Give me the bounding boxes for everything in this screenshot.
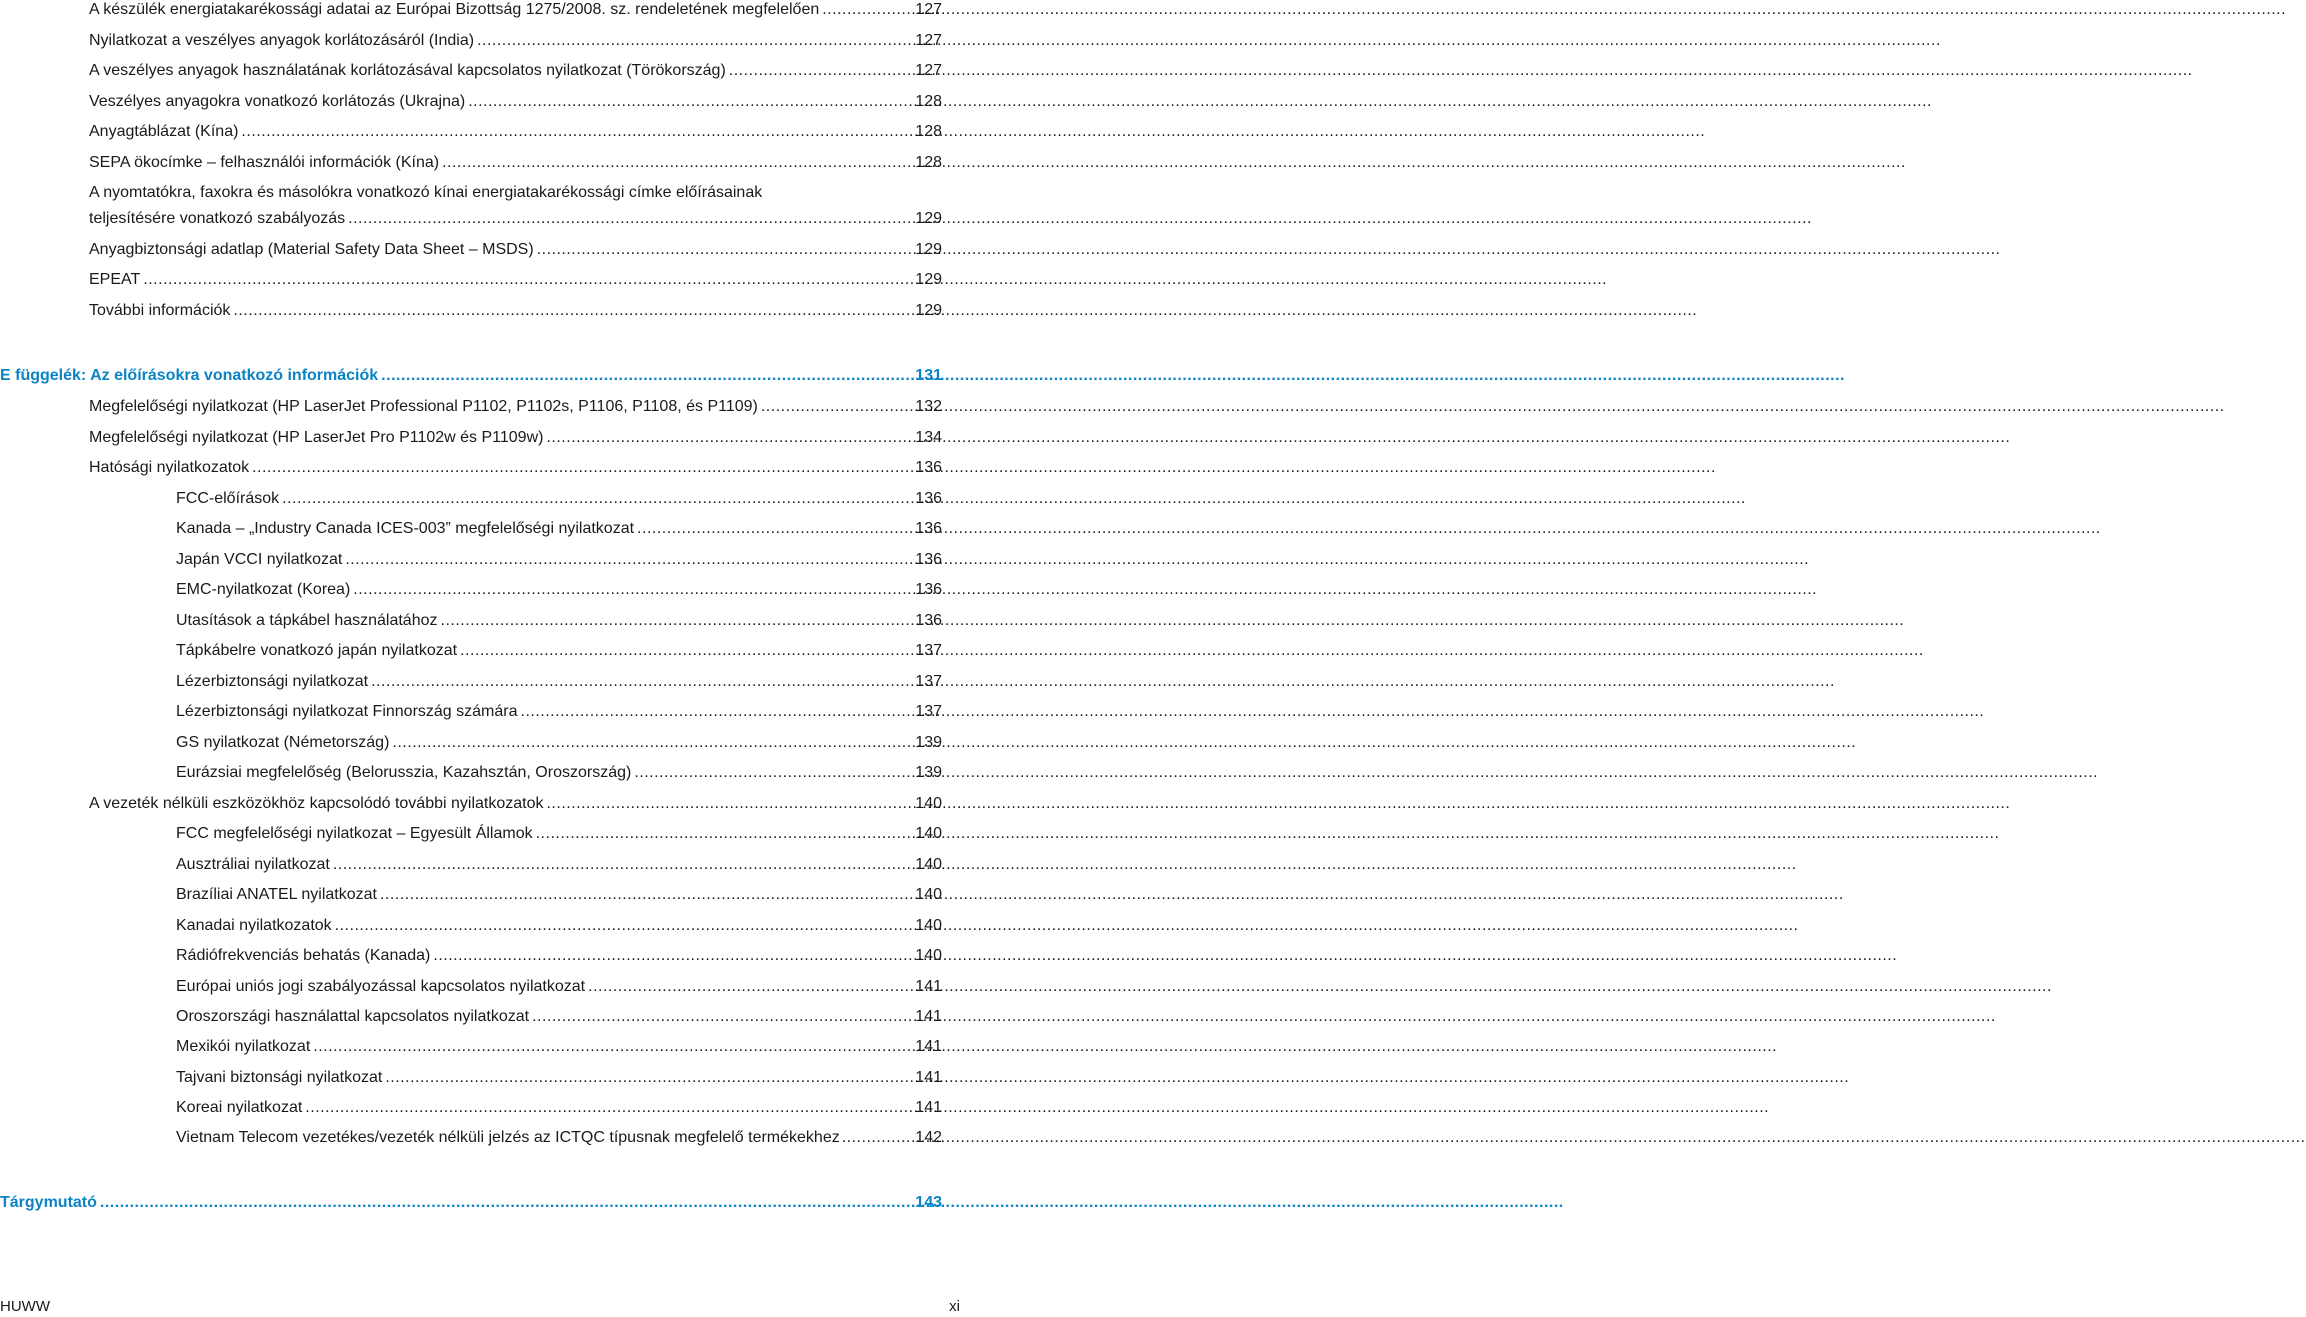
toc-entry[interactable] <box>89 458 942 478</box>
toc-subentry-title: FCC megfelelőségi nyilatkozat – Egyesült Államok <box>176 825 533 842</box>
toc-leader <box>313 1037 912 1057</box>
toc-leader <box>546 794 912 814</box>
toc-entry-page: 128 <box>915 154 942 171</box>
toc-entry-page: 128 <box>915 93 942 110</box>
toc-leader <box>761 397 912 417</box>
toc-subentry[interactable] <box>176 733 942 753</box>
toc-entry-page: 140 <box>915 795 942 812</box>
toc-subentry-title: Mexikói nyilatkozat <box>176 1038 311 1055</box>
toc-entry-title: A vezeték nélküli eszközökhöz kapcsolódó további nyilatkozatok <box>89 795 544 812</box>
toc-subentry-title: Brazíliai ANATEL nyilatkozat <box>176 886 377 903</box>
toc-leader <box>333 855 912 875</box>
toc-leader <box>460 641 912 661</box>
toc-leader <box>822 0 912 20</box>
toc-chapter-title: E függelék: Az előírásokra vonatkozó információk <box>0 367 379 384</box>
toc-subentry-page: 141 <box>915 1099 942 1116</box>
toc-leader <box>729 61 913 81</box>
toc-leader <box>305 1098 912 1118</box>
footer-page-number: xi <box>949 1298 960 1315</box>
toc-leader <box>392 733 912 753</box>
toc-leader <box>442 153 912 173</box>
toc-entry[interactable] <box>89 397 942 417</box>
toc-subentry-title: Európai uniós jogi szabályozással kapcsolatos nyilatkozat <box>176 978 586 995</box>
toc-entry-title: teljesítésére vonatkozó szabályozás <box>89 210 346 227</box>
toc-subentry-title: Kanada – „Industry Canada ICES-003” megfelelőségi nyilatkozat <box>176 520 635 537</box>
toc-entry-title: Veszélyes anyagokra vonatkozó korlátozás (Ukrajna) <box>89 93 466 110</box>
toc-leader <box>634 763 912 783</box>
toc-subentry[interactable] <box>176 611 942 631</box>
toc-leader <box>143 270 912 290</box>
toc-leader <box>537 240 913 260</box>
toc-subentry[interactable] <box>176 489 942 509</box>
toc-entry-title: További információk <box>89 302 231 319</box>
toc-leader <box>433 946 912 966</box>
toc-subentry-title: Kanadai nyilatkozatok <box>176 917 332 934</box>
toc-entry-page: 129 <box>915 241 942 258</box>
toc-subentry[interactable] <box>176 641 942 661</box>
toc-entry[interactable] <box>89 794 942 814</box>
toc-entry-title: Anyagbiztonsági adatlap (Material Safety Data Sheet – MSDS) <box>89 241 534 258</box>
toc-leader <box>233 301 912 321</box>
toc-subentry-page: 140 <box>915 947 942 964</box>
toc-subentry[interactable] <box>176 885 942 905</box>
toc-entry-page: 134 <box>915 429 942 446</box>
toc-subentry[interactable] <box>176 519 942 539</box>
toc-subentry-page: 141 <box>915 1069 942 1086</box>
toc-entry[interactable] <box>89 92 942 112</box>
toc-entry[interactable] <box>89 153 942 173</box>
toc-subentry[interactable] <box>176 1007 942 1027</box>
toc-subentry-title: Vietnam Telecom vezetékes/vezeték nélküli jelzés az ICTQC típusnak megfelelő termékekhez <box>176 1129 840 1146</box>
toc-subentry-page: 140 <box>915 825 942 842</box>
footer-locale-code: HUWW <box>0 1298 50 1315</box>
toc-subentry[interactable] <box>176 672 942 692</box>
toc-leader <box>371 672 912 692</box>
toc-subentry-page: 136 <box>915 581 942 598</box>
toc-index-title: Tárgymutató <box>0 1194 97 1211</box>
toc-subentry-page: 137 <box>915 703 942 720</box>
toc-entry[interactable] <box>89 122 942 142</box>
toc-subentry-page: 136 <box>915 612 942 629</box>
toc-entry[interactable] <box>89 209 942 229</box>
toc-entry-page: 129 <box>915 271 942 288</box>
toc-subentry-page: 139 <box>915 764 942 781</box>
toc-leader <box>241 122 912 142</box>
toc-subentry-page: 141 <box>915 1038 942 1055</box>
toc-subentry-page: 140 <box>915 886 942 903</box>
toc-subentry-page: 137 <box>915 673 942 690</box>
toc-leader <box>282 489 912 509</box>
toc-leader <box>381 366 912 386</box>
toc-chapter-page: 131 <box>915 367 942 384</box>
toc-entry-title: Megfelelőségi nyilatkozat (HP LaserJet Professional P1102, P1102s, P1106, P1108, és P1109) <box>89 398 758 415</box>
toc-leader <box>335 916 913 936</box>
toc-leader <box>380 885 912 905</box>
toc-entry[interactable] <box>89 428 942 448</box>
toc-entry[interactable] <box>89 301 942 321</box>
toc-leader <box>546 428 912 448</box>
toc-subentry-page: 139 <box>915 734 942 751</box>
toc-entry-page: 136 <box>915 459 942 476</box>
toc-leader <box>353 580 912 600</box>
toc-subentry[interactable] <box>176 946 942 966</box>
toc-leader <box>588 977 912 997</box>
toc-entry-title: A veszélyes anyagok használatának korlátozásával kapcsolatos nyilatkozat (Törökország) <box>89 62 726 79</box>
toc-entry-title: Nyilatkozat a veszélyes anyagok korlátozásáról (India) <box>89 32 475 49</box>
toc-leader <box>468 92 912 112</box>
toc-leader <box>348 209 912 229</box>
toc-entry-title: EPEAT <box>89 271 141 288</box>
toc-subentry-page: 140 <box>915 917 942 934</box>
toc-entry-page: 132 <box>915 398 942 415</box>
toc-subentry-title: Ausztráliai nyilatkozat <box>176 856 330 873</box>
toc-subentry[interactable] <box>176 1098 942 1118</box>
toc-subentry-page: 137 <box>915 642 942 659</box>
toc-leader <box>385 1068 912 1088</box>
toc-subentry-title: Tápkábelre vonatkozó japán nyilatkozat <box>176 642 458 659</box>
toc-entry[interactable] <box>89 270 942 290</box>
toc-subentry-page: 142 <box>915 1129 942 1146</box>
toc-leader <box>842 1128 914 1148</box>
toc-subentry-title: Rádiófrekvenciás behatás (Kanada) <box>176 947 431 964</box>
toc-entry-title: Megfelelőségi nyilatkozat (HP LaserJet Pro P1102w és P1109w) <box>89 429 544 446</box>
toc-subentry-title: Tajvani biztonsági nyilatkozat <box>176 1069 383 1086</box>
toc-subentry[interactable] <box>176 763 942 783</box>
toc-index-page: 143 <box>915 1194 942 1211</box>
toc-subentry-title: Eurázsiai megfelelőség (Belorusszia, Kazahsztán, Oroszország) <box>176 764 632 781</box>
toc-entry-page: 128 <box>915 123 942 140</box>
toc-entry[interactable] <box>89 240 942 260</box>
toc-subentry-title: Utasítások a tápkábel használatához <box>176 612 438 629</box>
toc-leader <box>637 519 912 539</box>
toc-subentry[interactable] <box>176 550 942 570</box>
toc-leader <box>536 824 913 844</box>
toc-leader <box>100 1193 912 1213</box>
toc-subentry[interactable] <box>176 916 942 936</box>
toc-subentry-title: FCC-előírások <box>176 490 280 507</box>
toc-subentry[interactable] <box>176 824 942 844</box>
toc-subentry[interactable] <box>176 977 942 997</box>
toc-subentry[interactable] <box>176 1037 942 1057</box>
toc-entry[interactable] <box>89 0 942 20</box>
toc-chapter-entry[interactable] <box>0 366 942 386</box>
toc-subentry-title: Lézerbiztonsági nyilatkozat Finnország számára <box>176 703 518 720</box>
toc-index-entry[interactable] <box>0 1193 942 1213</box>
toc-subentry-title: Koreai nyilatkozat <box>176 1099 303 1116</box>
toc-entry-title: Anyagtáblázat (Kína) <box>89 123 239 140</box>
toc-subentry-title: Japán VCCI nyilatkozat <box>176 551 343 568</box>
toc-subentry-page: 136 <box>915 520 942 537</box>
toc-leader <box>532 1007 912 1027</box>
toc-entry-title-line1: A nyomtatókra, faxokra és másolókra vonatkozó kínai energiatakarékossági címke előírásainak <box>89 184 763 201</box>
toc-subentry-page: 140 <box>915 856 942 873</box>
toc-entry-page: 127 <box>915 32 942 49</box>
toc-subentry[interactable] <box>176 580 942 600</box>
toc-subentry-page: 136 <box>915 490 942 507</box>
toc-leader <box>521 702 913 722</box>
toc-entry-page: 127 <box>915 62 942 79</box>
toc-entry-page: 129 <box>915 302 942 319</box>
toc-subentry[interactable] <box>176 1128 942 1148</box>
toc-subentry-title: GS nyilatkozat (Németország) <box>176 734 390 751</box>
toc-leader <box>345 550 912 570</box>
toc-entry[interactable] <box>89 31 942 51</box>
toc-subentry-title: EMC-nyilatkozat (Korea) <box>176 581 351 598</box>
toc-subentry-title: Oroszországi használattal kapcsolatos nyilatkozat <box>176 1008 530 1025</box>
toc-subentry-page: 141 <box>915 978 942 995</box>
toc-subentry-page: 141 <box>915 1008 942 1025</box>
toc-subentry-title: Lézerbiztonsági nyilatkozat <box>176 673 369 690</box>
toc-leader <box>441 611 913 631</box>
toc-leader <box>252 458 912 478</box>
toc-entry-title: Hatósági nyilatkozatok <box>89 459 250 476</box>
toc-subentry[interactable] <box>176 855 942 875</box>
toc-entry-page: 127 <box>915 1 942 18</box>
toc-entry-title: SEPA ökocímke – felhasználói információk (Kína) <box>89 154 440 171</box>
toc-entry-page: 129 <box>915 210 942 227</box>
toc-subentry[interactable] <box>176 702 942 722</box>
toc-entry-title: A készülék energiatakarékossági adatai az Európai Bizottság 1275/2008. sz. rendeletének megfelelően <box>89 1 820 18</box>
toc-leader <box>477 31 912 51</box>
toc-entry[interactable] <box>89 61 942 81</box>
toc-subentry[interactable] <box>176 1068 942 1088</box>
toc-subentry-page: 136 <box>915 551 942 568</box>
